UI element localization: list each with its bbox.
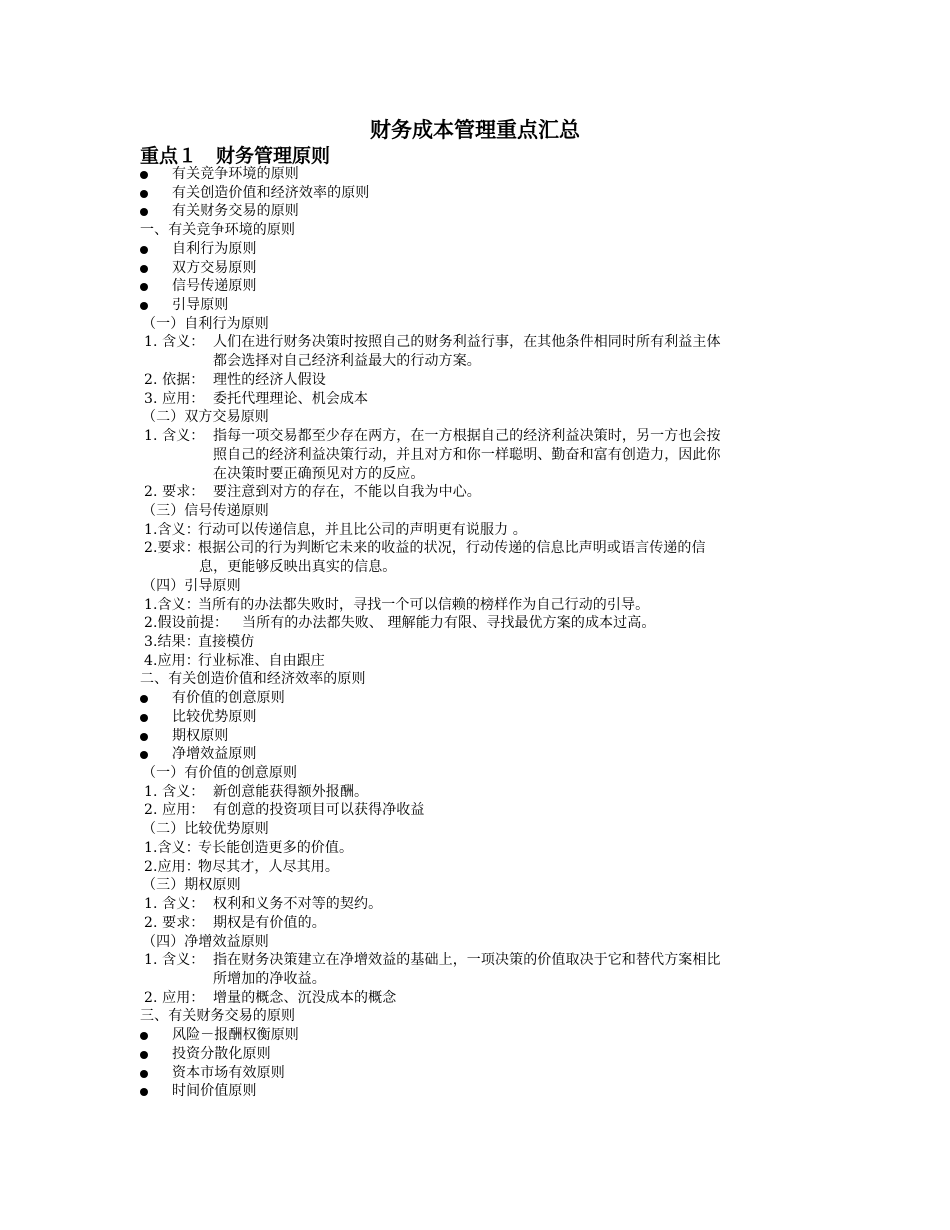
item-text: 指每一项交易都至少存在两方，在一方根据自己的经济利益决策时，另一方也会按: [213, 428, 721, 445]
bullet-text: 引导原则: [172, 297, 229, 314]
bullet-text: 有关财务交易的原则: [172, 203, 299, 220]
item-label: 1.含义：: [144, 596, 200, 613]
item-label: 2. 依据：: [144, 371, 205, 388]
bullet-text: 期权原则: [172, 727, 229, 744]
bullet-icon: [140, 302, 148, 310]
document-title: 财务成本管理重点汇总: [370, 117, 580, 142]
subsection-heading: （一）有价值的创意原则: [142, 765, 298, 782]
bullet-text: 有关创造价值和经济效率的原则: [172, 184, 370, 201]
bullet-text: 净增效益原则: [172, 746, 257, 763]
item-text: 有创意的投资项目可以获得净收益: [213, 802, 425, 819]
item-label: 2. 应用：: [144, 802, 205, 819]
item-text: 根据公司的行为判断它未来的收益的状况，行动传递的信息比声明或语言传递的信: [198, 540, 706, 557]
bullet-text: 双方交易原则: [172, 259, 257, 276]
bullet-text: 风险－报酬权衡原则: [172, 1027, 299, 1044]
bullet-text: 有价值的创意原则: [172, 690, 285, 707]
item-label: 4.应用：: [144, 652, 200, 669]
subsection-heading: （三）期权原则: [142, 877, 241, 894]
subsection-heading: （二）比较优势原则: [142, 821, 269, 838]
bullet-icon: [140, 1032, 148, 1040]
item-text: 当所有的办法都失败、 理解能力有限、寻找最优方案的成本过高。: [242, 615, 656, 632]
bullet-icon: [140, 246, 148, 254]
item-label: 1. 含义：: [144, 783, 205, 800]
continuation-line: 照自己的经济利益决策行动，并且对方和你一样聪明、勤奋和富有创造力，因此你: [213, 446, 721, 463]
bullet-text: 有关竞争环境的原则: [172, 166, 299, 182]
item-label: 3.结果：: [144, 634, 200, 650]
subsection-heading: （三）信号传递原则: [142, 502, 269, 519]
bullet-icon: [140, 171, 148, 179]
section-subheading: 三、有关财务交易的原则: [140, 1008, 296, 1025]
item-text: 专长能创造更多的价值。: [198, 839, 354, 856]
item-text: 理性的经济人假设: [213, 371, 326, 388]
item-label: 2. 要求：: [144, 914, 205, 931]
item-label: 1.含义：: [144, 839, 200, 856]
item-label: 1. 含义：: [144, 896, 205, 913]
item-text: 人们在进行财务决策时按照自己的财务利益行事，在其他条件相同时所有利益主体: [213, 334, 721, 351]
bullet-text: 比较优势原则: [172, 708, 257, 725]
item-label: 3. 应用：: [144, 390, 205, 407]
item-label: 1. 含义：: [144, 428, 205, 445]
item-label: 1. 含义：: [144, 952, 205, 969]
item-text: 权利和义务不对等的契约。: [213, 896, 383, 913]
section-subheading: 一、有关竞争环境的原则: [140, 222, 296, 239]
item-text: 指在财务决策建立在净增效益的基础上，一项决策的价值取决于它和替代方案相比: [213, 952, 721, 969]
subsection-heading: （一）自利行为原则: [142, 315, 269, 332]
bullet-text: 自利行为原则: [172, 240, 257, 257]
bullet-icon: [140, 1088, 148, 1096]
continuation-line: 所增加的净收益。: [213, 970, 326, 987]
subsection-heading: （四）引导原则: [142, 577, 241, 594]
item-text: 行业标准、自由跟庄: [198, 652, 325, 669]
bullet-icon: [140, 695, 148, 703]
bullet-icon: [140, 733, 148, 741]
subsection-heading: （四）净增效益原则: [142, 933, 269, 950]
item-text: 新创意能获得额外报酬。: [213, 783, 369, 800]
bullet-icon: [140, 1051, 148, 1059]
bullet-icon: [140, 714, 148, 722]
item-label: 1. 含义：: [144, 334, 205, 351]
continuation-line: 在决策时要正确预见对方的反应。: [213, 465, 425, 482]
item-text: 期权是有价值的。: [213, 914, 326, 931]
section-heading: 重点１ 财务管理原则: [140, 145, 331, 167]
bullet-icon: [140, 265, 148, 273]
item-label: 1.含义：: [144, 521, 200, 538]
subsection-heading: （二）双方交易原则: [142, 409, 269, 426]
item-text: 直接模仿: [198, 634, 255, 650]
item-text: 要注意到对方的存在，不能以自我为中心。: [213, 484, 481, 501]
bullet-icon: [140, 190, 148, 198]
item-text: 当所有的办法都失败时，寻找一个可以信赖的榜样作为自己行动的引导。: [198, 596, 650, 613]
item-label: 2.要求：: [144, 540, 200, 557]
bullet-icon: [140, 1070, 148, 1078]
item-label: 2. 应用：: [144, 989, 205, 1006]
item-label: 2.假设前提：: [144, 615, 229, 632]
item-label: 2. 要求：: [144, 484, 205, 501]
continuation-line: 都会选择对自己经济利益最大的行动方案。: [213, 353, 481, 370]
bullet-text: 信号传递原则: [172, 278, 257, 295]
item-text: 委托代理理论、机会成本: [213, 390, 369, 407]
item-text: 物尽其才，人尽其用。: [198, 858, 339, 875]
section-subheading: 二、有关创造价值和经济效率的原则: [140, 671, 366, 688]
bullet-text: 资本市场有效原则: [172, 1064, 285, 1081]
bullet-icon: [140, 208, 148, 216]
bullet-icon: [140, 751, 148, 759]
bullet-text: 投资分散化原则: [172, 1045, 271, 1062]
bullet-icon: [140, 283, 148, 291]
bullet-text: 时间价值原则: [172, 1083, 257, 1100]
item-text: 增量的概念、沉没成本的概念: [213, 989, 397, 1006]
continuation-line: 息，更能够反映出真实的信息。: [199, 559, 397, 576]
item-label: 2.应用：: [144, 858, 200, 875]
item-text: 行动可以传递信息，并且比公司的声明更有说服力 。: [198, 521, 527, 538]
